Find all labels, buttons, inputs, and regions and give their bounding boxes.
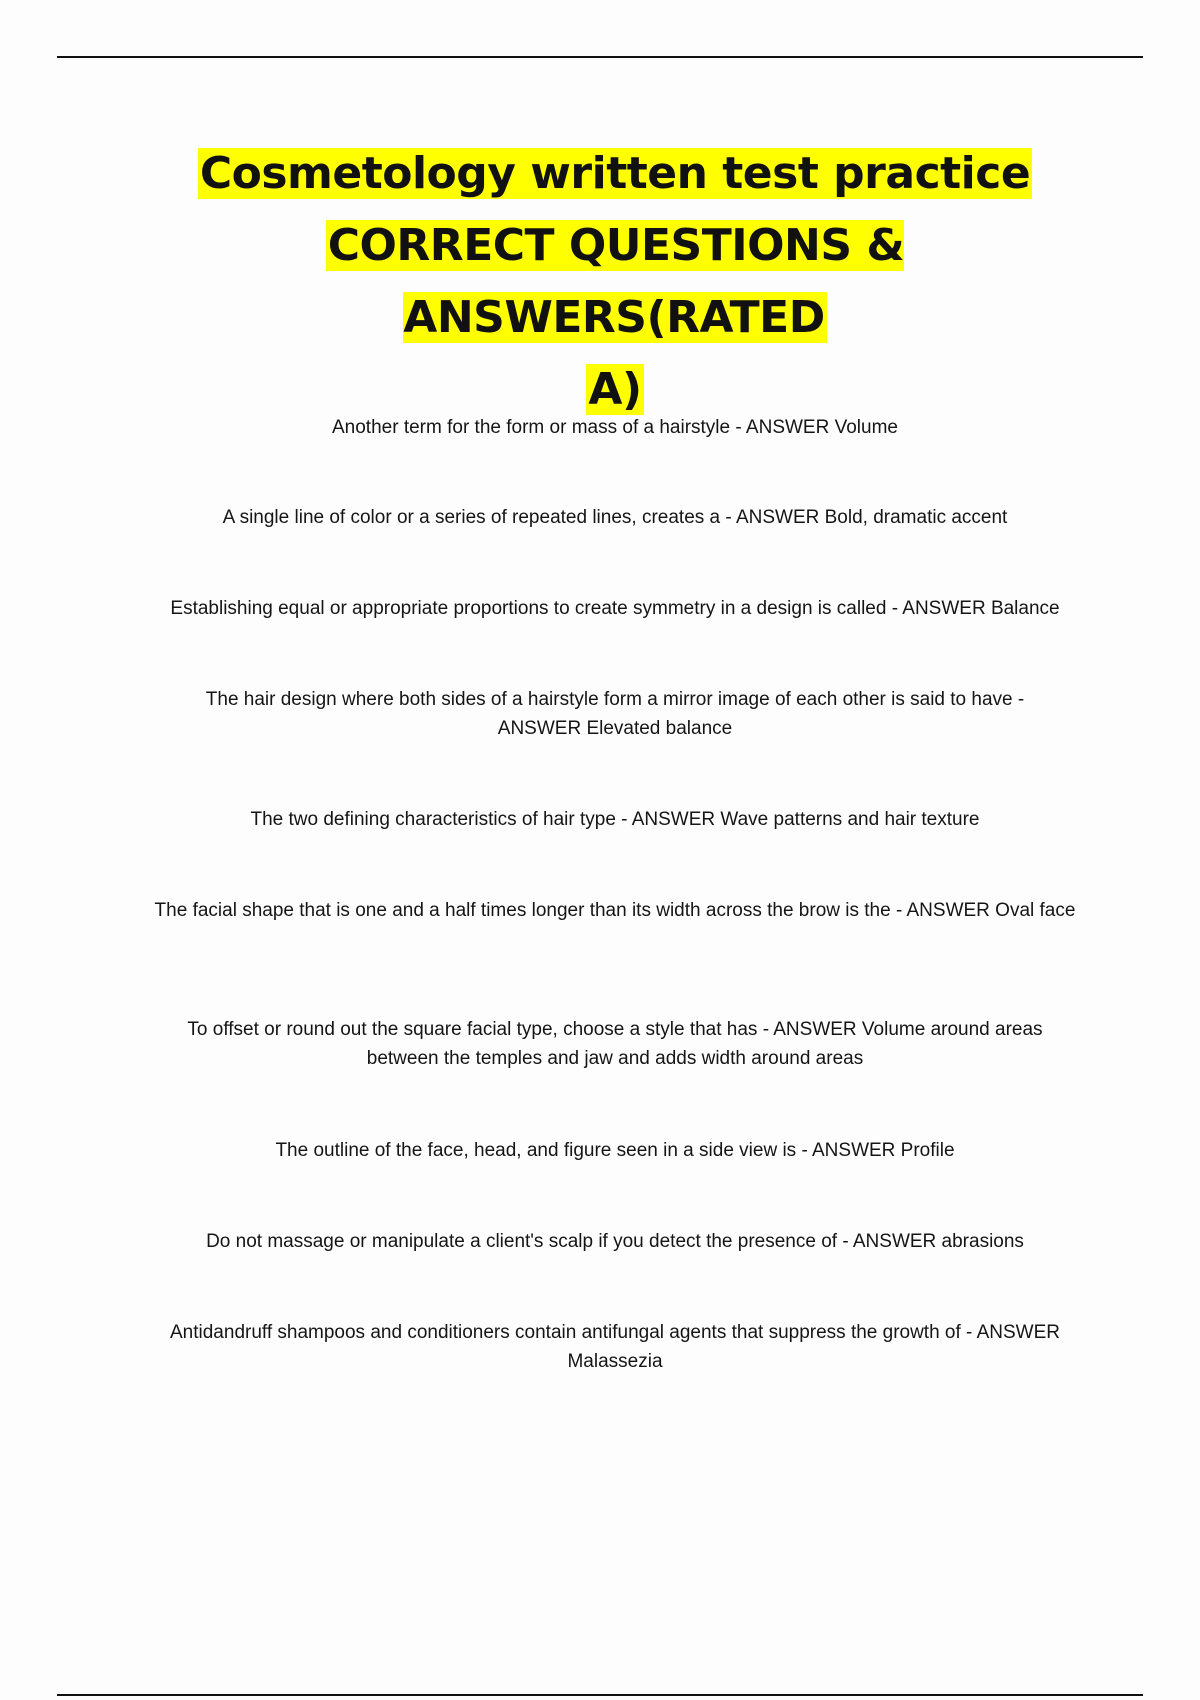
qa-item: Another term for the form or mass of a hairstyle - ANSWER Volume — [332, 417, 898, 438]
qa-item: Establishing equal or appropriate proportions to create symmetry in a design is called - ANSWER Balance — [170, 598, 1060, 619]
qa-item: A single line of color or a series of repeated lines, creates a - ANSWER Bold, dramatic accent — [222, 507, 1008, 528]
bottom-rule — [57, 1694, 1143, 1696]
document-title — [140, 138, 1090, 426]
title-line-3: A) — [588, 364, 642, 415]
qa-item: The outline of the face, head, and figure seen in a side view is - ANSWER Profile — [275, 1140, 955, 1161]
qa-item: The two defining characteristics of hair type - ANSWER Wave patterns and hair texture — [250, 809, 980, 830]
title-line-2: CORRECT QUESTIONS & ANSWERS(RATED — [327, 220, 905, 343]
qa-item: To offset or round out the square facial type, choose a style that has - ANSWER Volume around areas between the temples and jaw and adds width around areas — [187, 1019, 1043, 1069]
top-rule — [57, 56, 1143, 58]
qa-item: The facial shape that is one and a half times longer than its width across the brow is the - ANSWER Oval face — [154, 900, 1076, 921]
qa-item: Do not massage or manipulate a client's scalp if you detect the presence of - ANSWER abrasions — [206, 1231, 1024, 1252]
qa-item: The hair design where both sides of a hairstyle form a mirror image of each other is said to have - ANSWER Elevated balance — [205, 689, 1025, 739]
title-line-1: Cosmetology written test practice — [199, 148, 1031, 199]
qa-item: Antidandruff shampoos and conditioners contain antifungal agents that suppress the growth of - ANSWER Malassezia — [170, 1322, 1061, 1372]
